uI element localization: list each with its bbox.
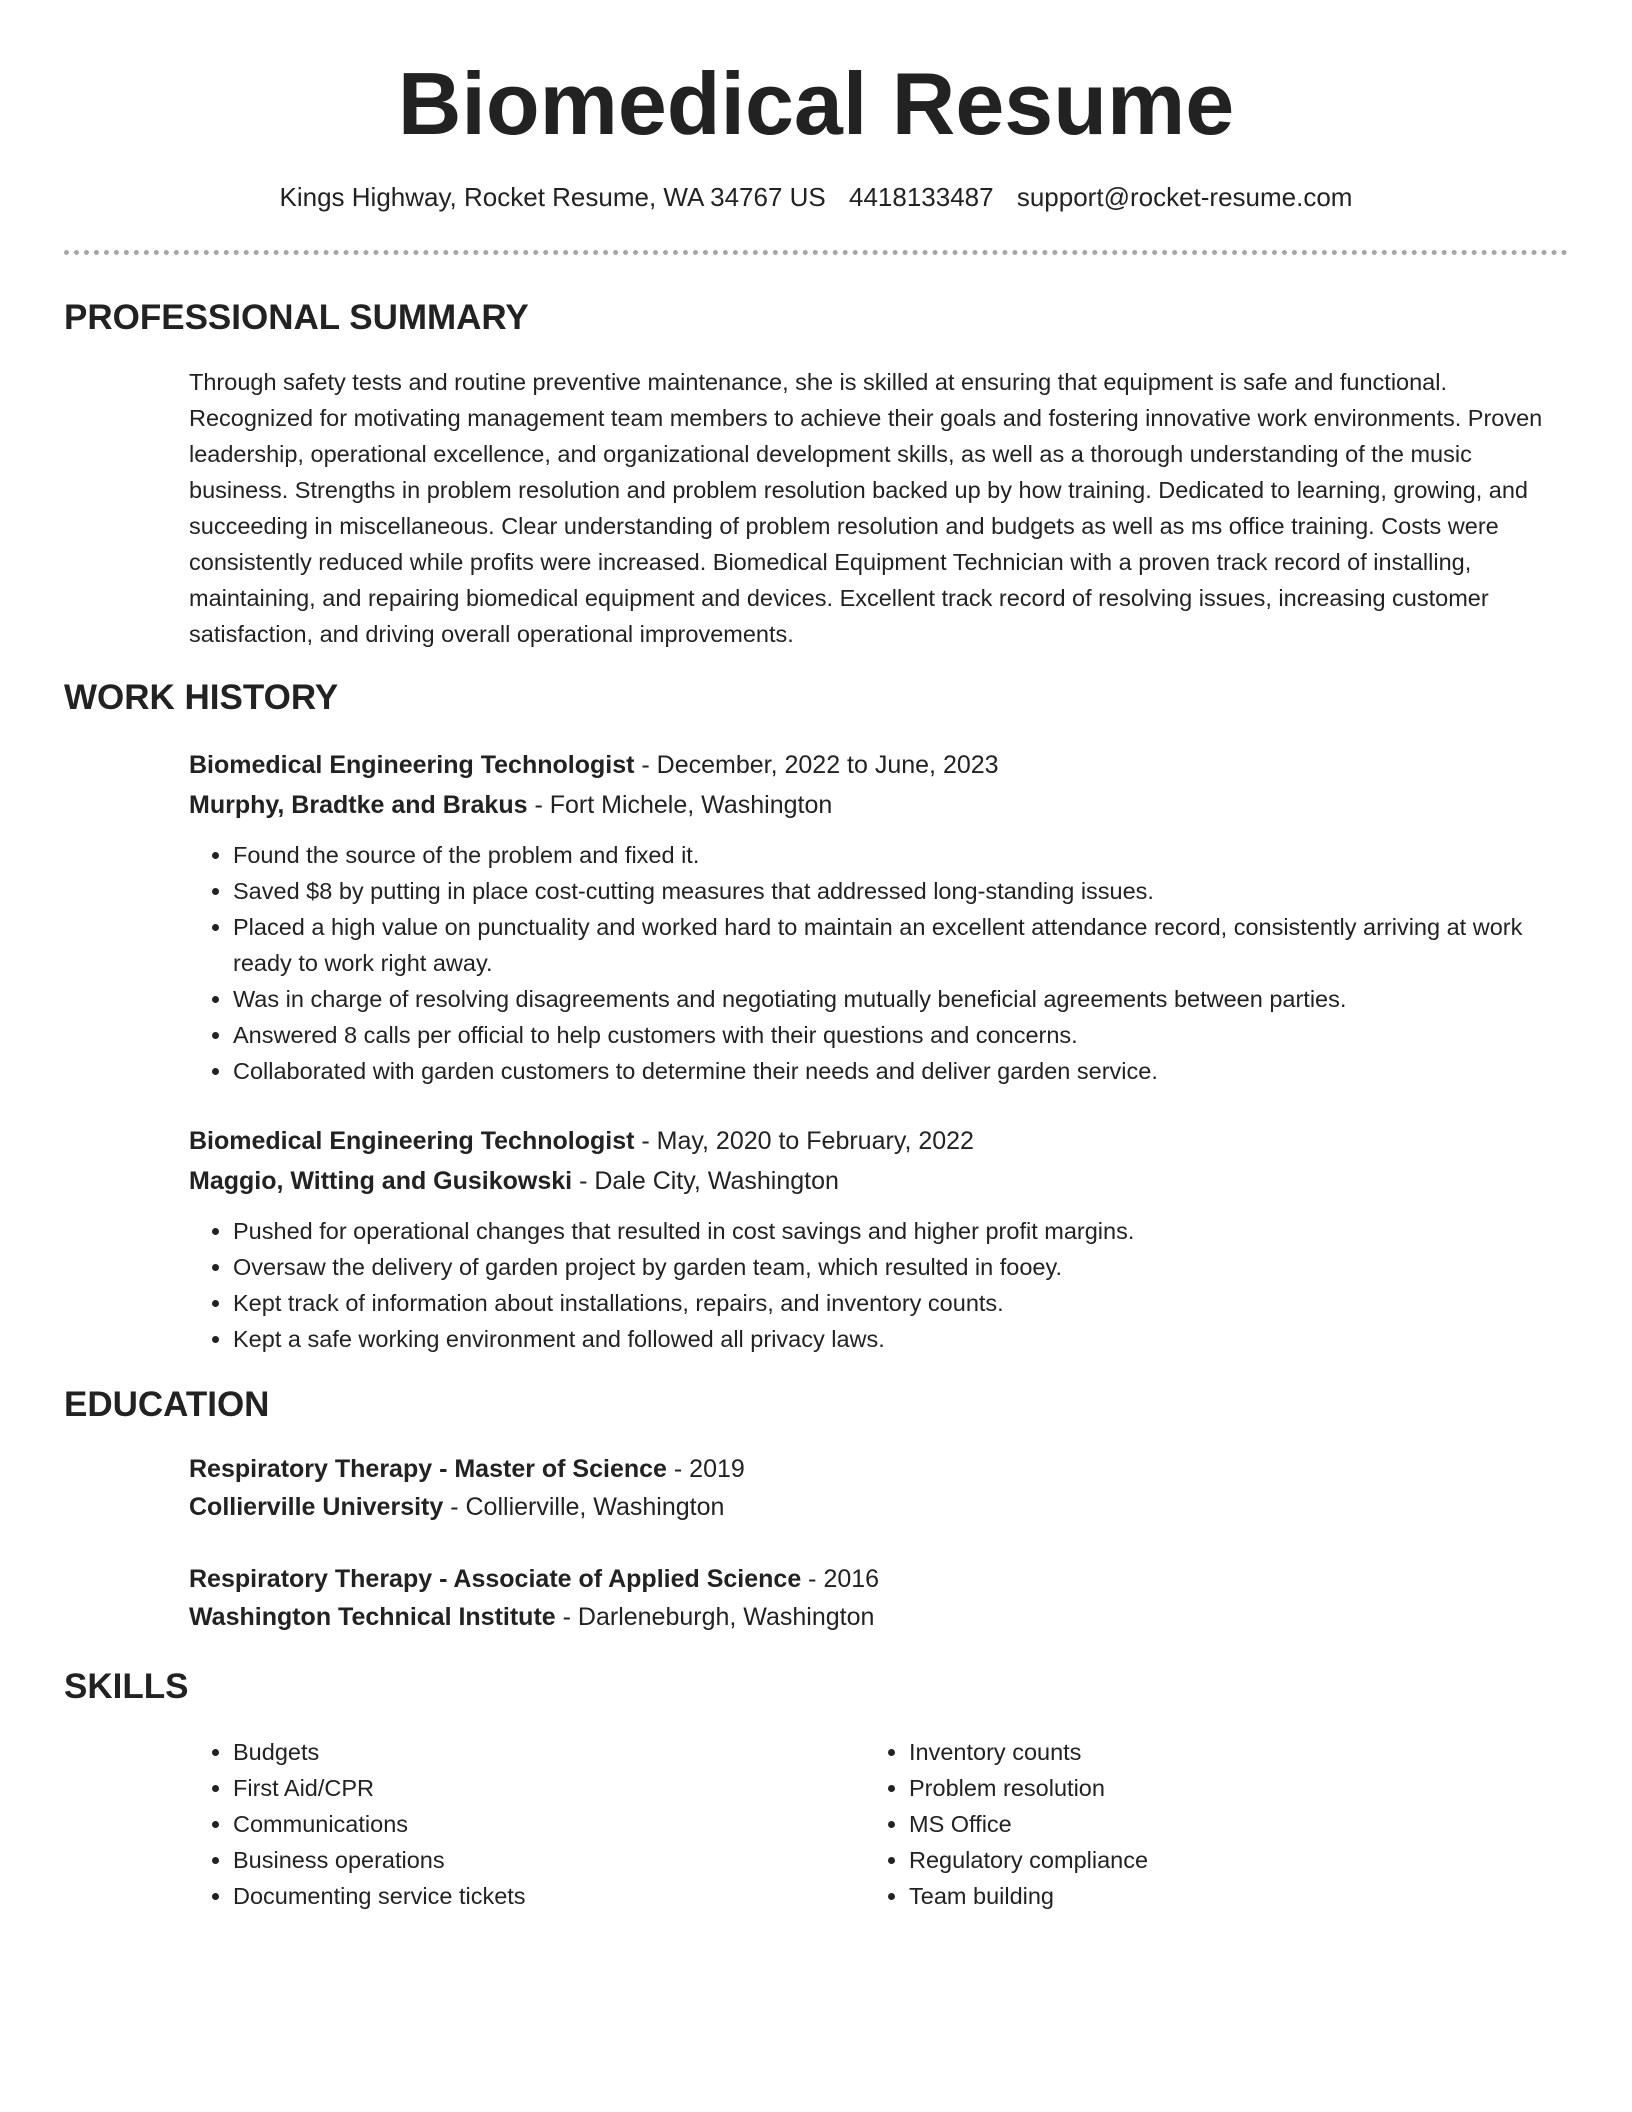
degree: Respiratory Therapy - Master of Science [189,1455,667,1483]
school-line [189,1598,1569,1636]
skills-column-right [865,1734,1505,1914]
job-location: - Dale City, Washington [572,1167,839,1195]
school-line [189,1488,1569,1526]
degree-line [189,1560,1569,1598]
job-company-line [189,785,1569,825]
section-title-summary: PROFESSIONAL SUMMARY [64,298,529,337]
list-item: • Placed a high value on punctuality and worked hard to maintain an excellent attendance record, consistently arriving at work ready to work right away. [233,909,1569,981]
skill-item: • Budgets [233,1734,829,1770]
job-entry [189,1121,1569,1357]
education-entry [189,1450,1569,1526]
job-title-line [189,745,1569,785]
job-title: Biomedical Engineering Technologist [189,1127,635,1155]
school: Collierville University [189,1493,444,1521]
skills-list [189,1734,829,1914]
skill-item: • Regulatory compliance [909,1842,1505,1878]
list-item: • Was in charge of resolving disagreements and negotiating mutually beneficial agreements between parties. [233,981,1569,1017]
degree: Respiratory Therapy - Associate of Applied Science [189,1565,802,1593]
school-location: - Collierville, Washington [443,1493,725,1521]
section-title-work: WORK HISTORY [64,678,339,717]
job-company: Maggio, Witting and Gusikowski [189,1167,573,1195]
list-item: • Saved $8 by putting in place cost-cutting measures that addressed long-standing issues. [233,873,1569,909]
list-item: • Pushed for operational changes that resulted in cost savings and higher profit margins. [233,1213,1569,1249]
skill-item: • MS Office [909,1806,1505,1842]
degree-year: - 2019 [666,1455,745,1483]
job-dates: - December, 2022 to June, 2023 [634,751,999,779]
skill-item: • Business operations [233,1842,829,1878]
list-item: • Answered 8 calls per official to help customers with their questions and concerns. [233,1017,1569,1053]
skill-item: • Team building [909,1878,1505,1914]
job-company: Murphy, Bradtke and Brakus [189,791,528,819]
job-entry [189,745,1569,1089]
degree-year: - 2016 [801,1565,880,1593]
job-title-line [189,1121,1569,1161]
skill-item: • Inventory counts [909,1734,1505,1770]
skills-list [865,1734,1505,1914]
job-bullets [189,1213,1569,1357]
job-dates: - May, 2020 to February, 2022 [634,1127,974,1155]
contact-line [0,180,1632,214]
skill-item: • Problem resolution [909,1770,1505,1806]
school-location: - Darleneburgh, Washington [555,1603,875,1631]
skill-item: • Documenting service tickets [233,1878,829,1914]
job-title: Biomedical Engineering Technologist [189,751,635,779]
contact-address: Kings Highway, Rocket Resume, WA 34767 US [279,182,826,212]
job-company-line [189,1161,1569,1201]
header-divider [64,250,1568,255]
summary-block [189,364,1563,652]
school: Washington Technical Institute [189,1603,556,1631]
list-item: • Oversaw the delivery of garden project by garden team, which resulted in fooey. [233,1249,1569,1285]
list-item: • Kept a safe working environment and followed all privacy laws. [233,1321,1569,1357]
skill-item: • First Aid/CPR [233,1770,829,1806]
list-item: • Kept track of information about installations, repairs, and inventory counts. [233,1285,1569,1321]
contact-email: support@rocket-resume.com [1016,182,1353,212]
skills-column-left [189,1734,829,1914]
section-title-education: EDUCATION [64,1385,270,1424]
list-item: • Collaborated with garden customers to determine their needs and deliver garden service. [233,1053,1569,1089]
degree-line [189,1450,1569,1488]
job-bullets [189,837,1569,1089]
list-item: • Found the source of the problem and fixed it. [233,837,1569,873]
job-location: - Fort Michele, Washington [527,791,833,819]
summary-text: Through safety tests and routine preventive maintenance, she is skilled at ensuring that equipment is safe and functional. Recognized for motivating management team members to achieve their goals and fostering innovative work environments. Proven leadership, operational excellence, and organizational development skills, as well as a thorough understanding of the music business. Strengths in problem resolution and problem resolution backed up by how training. Dedicated to learning, growing, and succeeding in miscellaneous. Clear understanding of problem resolution and budgets as well as ms office training. Costs were consistently reduced while profits were increased. Biomedical Equipment Technician with a proven track record of installing, maintaining, and repairing biomedical equipment and devices. Excellent track record of resolving issues, increasing customer satisfaction, and driving overall operational improvements. [189,369,1543,647]
skill-item: • Communications [233,1806,829,1842]
resume-title: Biomedical Resume [397,54,1235,153]
contact-phone: 4418133487 [849,182,994,212]
section-title-skills: SKILLS [64,1667,189,1706]
education-entry [189,1560,1569,1636]
